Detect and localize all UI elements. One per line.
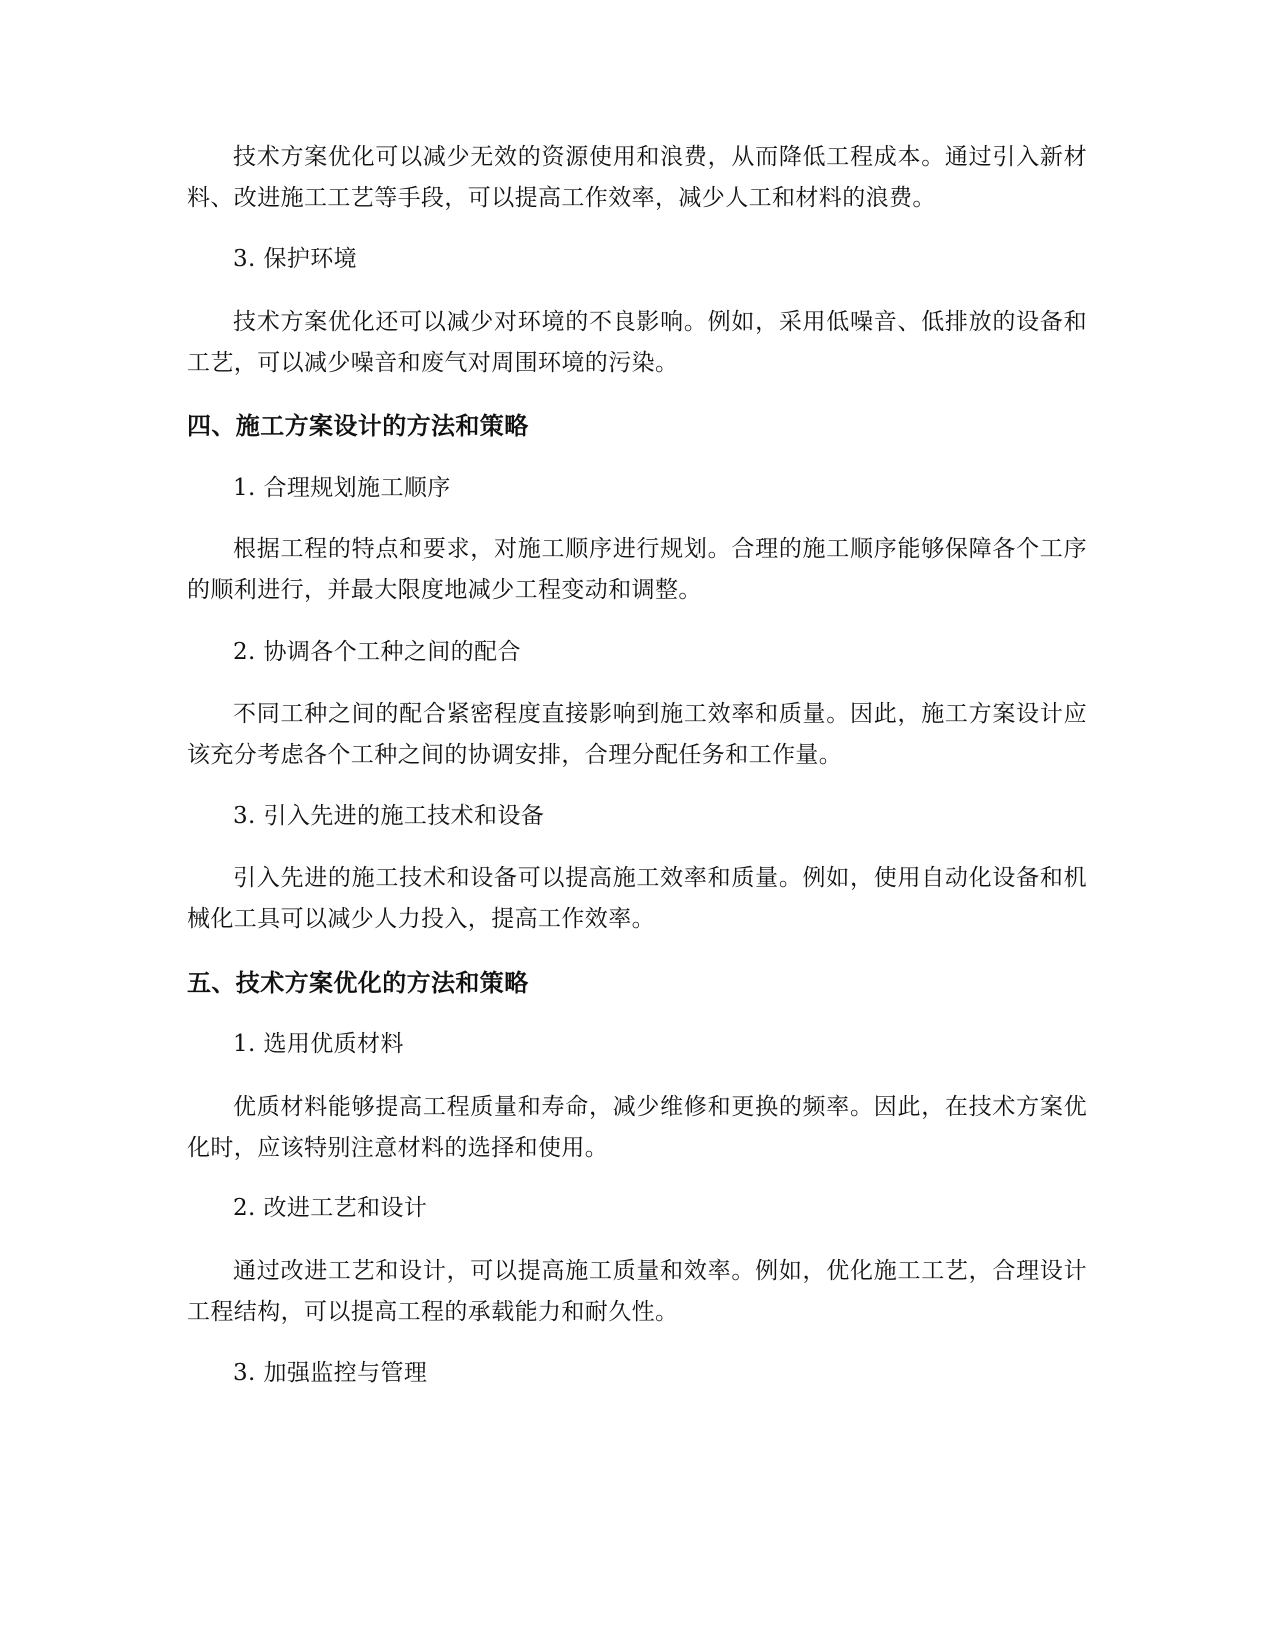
paragraph-construction-sequence: 根据工程的特点和要求，对施工顺序进行规划。合理的施工顺序能够保障各个工序的顺利进行，并最大限度地减少工程变动和调整。 — [187, 536, 1087, 603]
section-heading-technical-optimization: 五、技术方案优化的方法和策略 — [187, 968, 529, 997]
paragraph-improve-process: 通过改进工艺和设计，可以提高施工质量和效率。例如，优化施工工艺，合理设计工程结构，可以提高工程的承载能力和耐久性。 — [187, 1258, 1087, 1325]
paragraph-environment: 技术方案优化还可以减少对环境的不良影响。例如，采用低噪音、低排放的设备和工艺，可以减少噪音和废气对周围环境的污染。 — [187, 309, 1087, 376]
paragraph-quality-materials: 优质材料能够提高工程质量和寿命，减少维修和更换的频率。因此，在技术方案优化时，应该特别注意材料的选择和使用。 — [187, 1094, 1087, 1161]
list-item-protect-environment: 3. 保护环境 — [233, 246, 358, 272]
section-heading-construction-plan: 四、施工方案设计的方法和策略 — [187, 411, 529, 440]
list-item-quality-materials: 1. 选用优质材料 — [233, 1031, 404, 1057]
list-item-trade-coordination: 2. 协调各个工种之间的配合 — [233, 639, 521, 665]
list-item-improve-process: 2. 改进工艺和设计 — [233, 1195, 428, 1221]
list-item-construction-sequence: 1. 合理规划施工顺序 — [233, 475, 451, 501]
paragraph-trade-coordination: 不同工种之间的配合紧密程度直接影响到施工效率和质量。因此，施工方案设计应该充分考虑各个工种之间的协调安排，合理分配任务和工作量。 — [187, 701, 1087, 768]
list-item-monitoring-management: 3. 加强监控与管理 — [233, 1360, 428, 1386]
list-item-advanced-technology: 3. 引入先进的施工技术和设备 — [233, 803, 545, 829]
paragraph-advanced-technology: 引入先进的施工技术和设备可以提高施工效率和质量。例如，使用自动化设备和机械化工具可以减少人力投入，提高工作效率。 — [187, 865, 1087, 932]
paragraph-cost-reduction: 技术方案优化可以减少无效的资源使用和浪费，从而降低工程成本。通过引入新材料、改进施工工艺等手段，可以提高工作效率，减少人工和材料的浪费。 — [187, 144, 1087, 211]
